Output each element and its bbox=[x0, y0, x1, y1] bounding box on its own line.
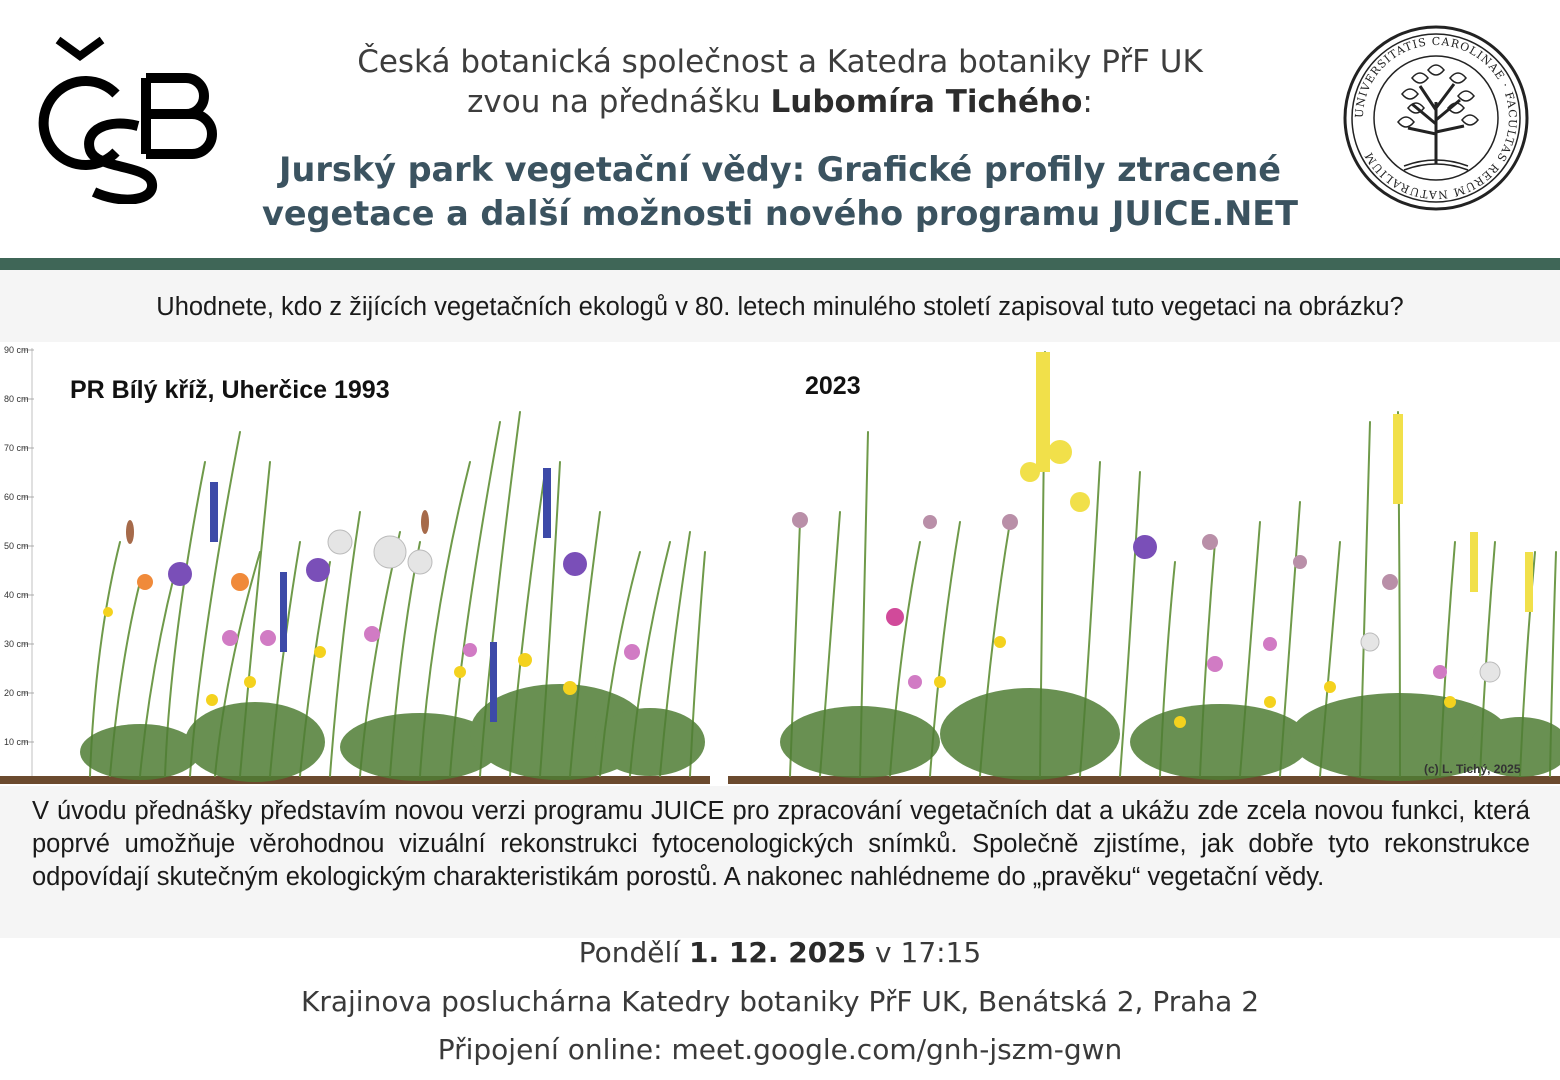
scale-tick: 10 cm bbox=[4, 737, 29, 747]
date-time: v 17:15 bbox=[866, 936, 982, 969]
figure-credit: (c) L. Tichý, 2025 bbox=[1424, 762, 1521, 776]
height-scale bbox=[4, 345, 34, 782]
vegetation-profile-figure bbox=[0, 342, 1560, 786]
lecture-description: V úvodu přednášky představím novou verzi programu JUICE pro zpracování vegetačních dat a ukážu zde zcela novou funkci, která poprvé umožňuje věrohodnou vizuální rekonstrukci fytocenologických snímků. Společně zjistíme, jak dobře tyto rekonstrukce odpovídají skutečným ekologickým charakteristikám porostů. A nakonec nahlédneme do „pravěku“ vegetační vědy. bbox=[32, 797, 1530, 891]
scale-tick: 70 cm bbox=[4, 443, 29, 453]
online-link[interactable]: Připojení online: meet.google.com/gnh-jszm-gwn bbox=[437, 1033, 1123, 1066]
scale-tick: 90 cm bbox=[4, 345, 29, 355]
scale-tick: 50 cm bbox=[4, 541, 29, 551]
scale-tick: 20 cm bbox=[4, 688, 29, 698]
right-vegetation bbox=[780, 352, 1560, 781]
header bbox=[0, 0, 1560, 258]
scale-tick: 30 cm bbox=[4, 639, 29, 649]
university-seal bbox=[1342, 24, 1530, 212]
scale-tick: 40 cm bbox=[4, 590, 29, 600]
speaker-name: Lubomíra Tichého bbox=[770, 84, 1083, 120]
scale-tick: 60 cm bbox=[4, 492, 29, 502]
invitation-prefix: zvou na přednášku bbox=[467, 84, 771, 120]
invitation-line bbox=[0, 84, 1560, 120]
left-vegetation bbox=[80, 412, 705, 782]
soil-left bbox=[0, 776, 710, 784]
organizers-line: Česká botanická společnost a Katedra botaniky PřF UK bbox=[357, 44, 1203, 80]
lecture-title-line2: vegetace a další možnosti nového programu JUICE.NET bbox=[261, 194, 1298, 233]
vegetation-illustration bbox=[0, 342, 1560, 786]
lecture-title bbox=[0, 148, 1560, 236]
header-divider bbox=[0, 258, 1560, 270]
invitation-suffix: : bbox=[1082, 84, 1093, 120]
date-value: 1. 12. 2025 bbox=[689, 936, 867, 969]
question-text: Uhodnete, kdo z žijících vegetačních ekologů v 80. letech minulého století zapisoval tuto vegetaci na obrázku? bbox=[156, 293, 1404, 321]
lecture-title-line1: Jurský park vegetační vědy: Grafické profily ztracené bbox=[279, 150, 1281, 189]
event-place: Krajinova posluchárna Katedry botaniky PřF UK, Benátská 2, Praha 2 bbox=[300, 985, 1260, 1018]
left-profile-label: PR Bílý kříž, Uherčice 1993 bbox=[70, 376, 390, 404]
right-profile-label: 2023 bbox=[805, 372, 861, 400]
csb-logo-text: ČSB bbox=[28, 34, 31, 35]
event-date bbox=[0, 936, 1560, 969]
seal-text: UNIVERSITATIS CAROLINAE · FACULTAS RERUM NATURALIUM bbox=[1352, 34, 1520, 202]
date-prefix: Pondělí bbox=[578, 936, 689, 969]
scale-tick: 80 cm bbox=[4, 394, 29, 404]
